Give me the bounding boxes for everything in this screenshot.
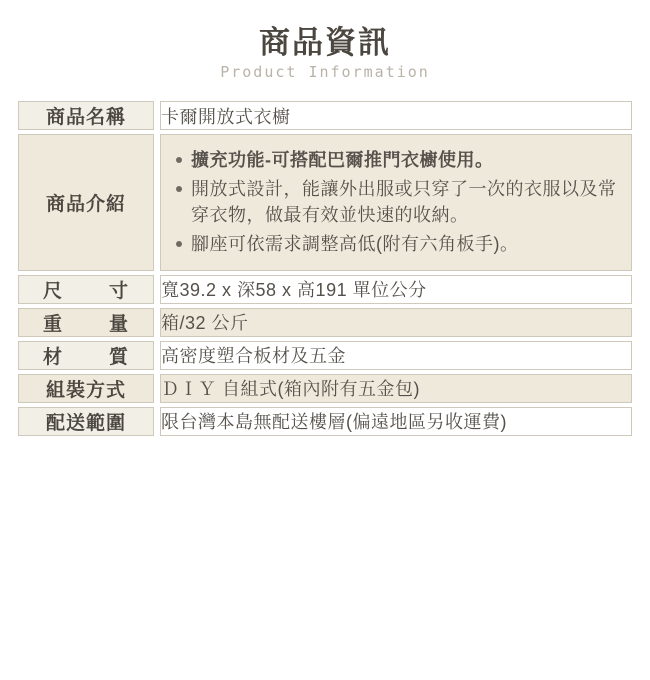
row-value-product-name: 卡爾開放式衣櫥 <box>160 101 632 130</box>
row-value-dimensions: 寬39.2 x 深58 x 高191 單位公分 <box>160 275 632 304</box>
row-value-assembly: ＤＩＹ 自組式(箱內附有五金包) <box>160 374 632 403</box>
page-subtitle: Product Information <box>220 63 430 82</box>
row-value-delivery: 限台灣本島無配送樓層(偏遠地區另收運費) <box>160 407 632 436</box>
table-row <box>18 134 632 270</box>
table-row <box>18 275 632 304</box>
table-row <box>18 101 632 130</box>
list-item: 擴充功能-可搭配巴爾推門衣櫥使用。 <box>191 147 617 173</box>
page-header <box>18 0 632 81</box>
page-title: 商品資訊 <box>259 25 391 60</box>
table-row <box>18 341 632 370</box>
feature-list <box>171 147 617 257</box>
row-label-product-intro: 商品介紹 <box>18 134 154 270</box>
row-label-assembly: 組裝方式 <box>18 374 154 403</box>
table-row <box>18 374 632 403</box>
row-value-weight: 箱/32 公斤 <box>160 308 632 337</box>
row-value-product-intro <box>160 134 632 270</box>
row-label-product-name: 商品名稱 <box>18 101 154 130</box>
row-label-delivery: 配送範圍 <box>18 407 154 436</box>
table-row <box>18 308 632 337</box>
row-label-dimensions: 尺寸 <box>18 275 154 304</box>
list-item: 開放式設計，能讓外出服或只穿了一次的衣服以及常穿衣物，做最有效並快速的收納。 <box>191 176 617 228</box>
list-item: 腳座可依需求調整高低(附有六角板手)。 <box>191 231 617 257</box>
row-label-weight: 重量 <box>18 308 154 337</box>
spec-table <box>18 97 632 439</box>
table-row <box>18 407 632 436</box>
row-label-material: 材質 <box>18 341 154 370</box>
row-value-material: 高密度塑合板材及五金 <box>160 341 632 370</box>
